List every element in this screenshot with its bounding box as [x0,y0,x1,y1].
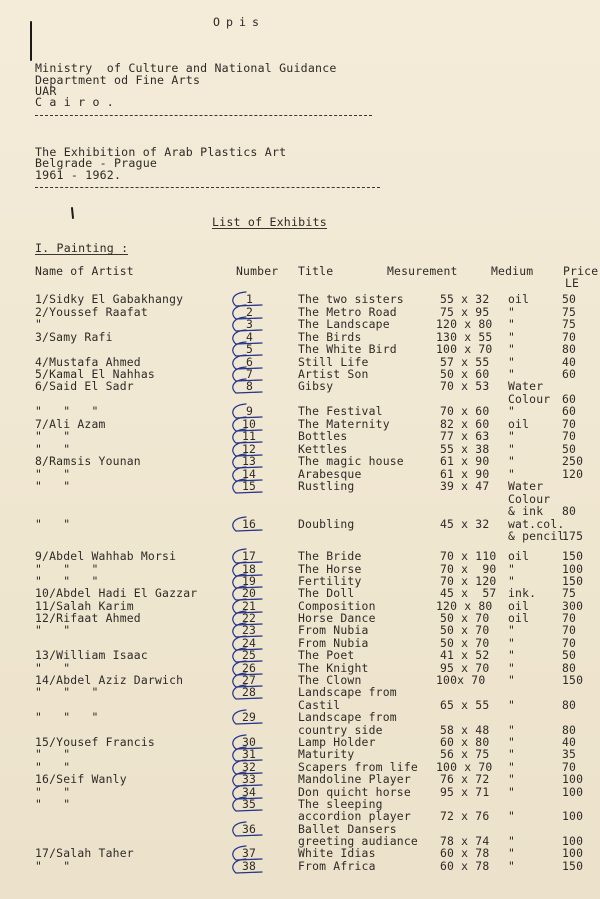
row-medium: oil [508,599,530,613]
row-price: 250 [562,454,584,468]
row-measurement: 100x 70 [436,673,486,687]
row-number: 31 [242,747,257,761]
row-measurement: 100 x 70 [436,760,493,774]
row-title: Artist Son [298,367,369,381]
row-artist: 7/Ali Azam [35,417,106,431]
row-artist: " " [35,859,71,873]
row-title: The Horse [298,562,362,576]
row-artist: 10/Abdel Hadi El Gazzar [35,586,198,600]
row-price: 100 [562,809,584,823]
row-measurement: 50 x 70 [440,623,490,637]
row-measurement: 60 x 78 [440,846,490,860]
row-price: 100 [562,834,584,848]
row-number: 35 [242,797,257,811]
row-price: 40 [562,735,577,749]
row-measurement: 61 x 90 [440,467,490,481]
row-artist: " " [35,661,71,675]
row-title: Castil [298,698,341,712]
row-price: 60 [562,392,577,406]
row-number: 20 [242,586,257,600]
row-number: 37 [242,846,257,860]
row-measurement: 60 x 80 [440,735,490,749]
row-title: The Maternity [298,417,390,431]
row-price: 35 [562,747,577,761]
row-price: 80 [562,504,577,518]
list-title: List of Exhibits [212,215,327,229]
row-title: Landscape from [298,710,397,724]
row-price: 70 [562,417,577,431]
row-number: 18 [242,562,257,576]
row-medium: " [508,623,516,637]
handwritten-check-mark [233,735,262,749]
row-price: 150 [562,859,584,873]
handwritten-check-mark [233,710,262,724]
row-artist: " " " [35,710,99,724]
column-header-price-unit: LE [565,276,580,290]
row-artist: " [35,317,43,331]
row-number: 12 [242,442,257,456]
row-price: 80 [562,723,577,737]
row-artist: " " [35,467,71,481]
column-header-measurement: Mesurement [387,264,458,278]
row-number: 26 [242,661,257,675]
handwritten-check-mark [233,549,262,563]
row-price: 50 [562,292,577,306]
row-medium: & pencil [508,529,565,543]
row-number: 24 [242,636,257,650]
row-medium: " [508,442,516,456]
row-medium: " [508,562,516,576]
row-number: 16 [242,517,257,531]
row-number: 23 [242,623,257,637]
ministry-line: Ministry of Culture and National Guidance [35,61,337,75]
row-title: The Festival [298,404,383,418]
handwritten-check-mark [233,330,262,344]
row-title: Arabesque [298,467,362,481]
row-artist: 14/Abdel Aziz Darwich [35,673,184,687]
handwritten-check-mark [233,822,262,836]
row-title: Lamp Holder [298,735,376,749]
column-header-title: Title [298,264,334,278]
row-title: The two sisters [298,292,404,306]
handwritten-check-mark [233,404,262,418]
row-price: 75 [562,305,577,319]
row-medium: ink. [508,586,537,600]
row-title: country side [298,723,383,737]
row-price: 70 [562,611,577,625]
row-number: 9 [246,404,254,418]
row-measurement: 50 x 70 [440,636,490,650]
row-title: Mandoline Player [298,772,411,786]
row-medium: " [508,355,516,369]
row-medium: " [508,648,516,662]
row-measurement: 39 x 47 [440,479,490,493]
row-artist: " " " [35,404,99,418]
row-price: 70 [562,429,577,443]
row-measurement: 55 x 32 [440,292,490,306]
row-number: 2 [246,305,254,319]
row-number: 8 [246,379,254,393]
row-price: 40 [562,355,577,369]
row-artist: " " [35,760,71,774]
row-measurement: 61 x 90 [440,454,490,468]
row-medium: " [508,747,516,761]
row-number: 7 [246,367,254,381]
row-medium: " [508,859,516,873]
handwritten-check-mark [233,305,262,319]
row-title: From Africa [298,859,376,873]
row-artist: 8/Ramsis Younan [35,454,141,468]
row-measurement: 50 x 60 [440,367,490,381]
handwritten-check-mark [233,785,262,799]
row-medium: " [508,698,516,712]
row-title: The Landscape [298,317,390,331]
row-medium: wat.col. [508,517,565,531]
row-price: 70 [562,760,577,774]
exhibition-years: 1961 - 1962. [35,168,122,182]
row-price: 60 [562,404,577,418]
row-artist: " " [35,479,71,493]
row-number: 14 [242,467,257,481]
row-number: 1 [246,292,254,306]
row-medium: Colour [508,492,551,506]
row-medium: oil [508,549,530,563]
row-price: 80 [562,342,577,356]
row-price: 150 [562,574,584,588]
row-title: The Poet [298,648,355,662]
row-title: Gibsy [298,379,334,393]
row-measurement: 76 x 72 [440,772,490,786]
row-price: 50 [562,442,577,456]
row-medium: " [508,454,516,468]
row-price: 75 [562,317,577,331]
row-measurement: 95 x 70 [440,661,490,675]
row-medium: " [508,467,516,481]
row-title: The Knight [298,661,369,675]
row-title: greeting audiance [298,834,418,848]
row-measurement: 100 x 70 [436,342,493,356]
row-number: 33 [242,772,257,786]
row-measurement: 95 x 71 [440,785,490,799]
row-measurement: 50 x 70 [440,611,490,625]
row-price: 150 [562,549,584,563]
row-title: Still Life [298,355,369,369]
row-medium: oil [508,417,530,431]
row-number: 15 [242,479,257,493]
section-heading: I. Painting : [35,241,129,255]
row-measurement: 120 x 80 [436,317,493,331]
row-measurement: 58 x 48 [440,723,490,737]
row-artist: 4/Mustafa Ahmed [35,355,141,369]
row-measurement: 70 x 90 [440,562,497,576]
row-price: 70 [562,330,577,344]
row-price: 75 [562,586,577,600]
department-line: Department od Fine Arts [35,73,201,87]
row-number: 6 [246,355,254,369]
row-number: 21 [242,599,257,613]
row-title: The White Bird [298,342,397,356]
handwritten-check-mark [233,562,262,576]
row-number: 11 [242,429,257,443]
row-price: 70 [562,623,577,637]
row-artist: 3/Samy Rafi [35,330,113,344]
row-medium: " [508,723,516,737]
row-measurement: 70 x 120 [440,574,497,588]
row-artist: 15/Yousef Francis [35,735,155,749]
country-line: UAR [35,84,57,98]
row-number: 10 [242,417,257,431]
row-measurement: 41 x 52 [440,648,490,662]
row-title: The sleeping [298,797,383,811]
row-artist: 17/Salah Taher [35,846,134,860]
row-price: 300 [562,599,584,613]
row-price: 120 [562,467,584,481]
row-number: 22 [242,611,257,625]
row-artist: 5/Kamal El Nahhas [35,367,155,381]
row-title: accordion player [298,809,411,823]
row-measurement: 70 x 110 [440,549,497,563]
exhibition-title: The Exhibition of Arab Plastics Art [35,145,287,159]
row-title: Doubling [298,517,355,531]
row-measurement: 65 x 55 [440,698,490,712]
row-title: The Clown [298,673,362,687]
row-title: Bottles [298,429,348,443]
row-medium: " [508,772,516,786]
row-price: 50 [562,648,577,662]
row-number: 28 [242,685,257,699]
column-header-number: Number [236,264,279,278]
handwritten-check-mark [233,292,262,306]
row-medium: " [508,785,516,799]
handwritten-check-mark [233,355,262,369]
row-measurement: 78 x 74 [440,834,490,848]
row-artist: " " " [35,574,99,588]
row-medium: Colour [508,392,551,406]
row-artist: " " [35,797,71,811]
row-medium: " [508,809,516,823]
row-measurement: 57 x 55 [440,355,490,369]
row-title: Ballet Dansers [298,822,397,836]
row-medium: oil [508,611,530,625]
row-number: 17 [242,549,257,563]
row-title: Kettles [298,442,348,456]
row-medium: " [508,574,516,588]
city-line: C a i r o . [35,95,114,109]
heading: Opis [213,15,265,29]
row-artist: " " [35,517,71,531]
row-artist: 6/Said El Sadr [35,379,134,393]
row-title: From Nubia [298,636,369,650]
handwritten-check-mark [233,442,262,456]
row-artist: 11/Salah Karim [35,599,134,613]
row-title: Horse Dance [298,611,376,625]
column-header-artist: Name of Artist [35,264,134,278]
row-medium: & ink [508,504,544,518]
row-medium: " [508,404,516,418]
row-price: 100 [562,846,584,860]
row-artist: 13/William Isaac [35,648,148,662]
row-medium: oil [508,292,530,306]
exhibition-cities: Belgrade - Prague [35,156,158,170]
row-title: Scapers from life [298,760,418,774]
row-medium: " [508,317,516,331]
row-number: 5 [246,342,254,356]
row-artist: 9/Abdel Wahhab Morsi [35,549,177,563]
row-number: 36 [242,822,257,836]
row-medium: " [508,367,516,381]
row-measurement: 60 x 78 [440,859,490,873]
row-measurement: 70 x 53 [440,379,490,393]
handwritten-check-mark [233,636,262,650]
row-artist: 1/Sidky El Gabakhangy [35,292,184,306]
row-measurement: 82 x 60 [440,417,490,431]
handwritten-check-mark [233,846,262,860]
row-measurement: 77 x 63 [440,429,490,443]
row-measurement: 56 x 75 [440,747,490,761]
row-medium: " [508,834,516,848]
row-medium: " [508,429,516,443]
row-title: The Birds [298,330,362,344]
column-header-price: Price [563,264,599,278]
row-price: 80 [562,698,577,712]
handwritten-check-mark [233,599,262,613]
row-title: Maturity [298,747,355,761]
row-price: 150 [562,673,584,687]
row-title: From Nubia [298,623,369,637]
row-title: The Doll [298,586,355,600]
row-medium: " [508,330,516,344]
row-number: 19 [242,574,257,588]
row-measurement: 55 x 38 [440,442,490,456]
row-medium: " [508,342,516,356]
row-measurement: 70 x 60 [440,404,490,418]
row-medium: " [508,673,516,687]
row-measurement: 45 x 32 [440,517,490,531]
row-artist: " " " [35,685,99,699]
handwritten-check-mark [233,859,262,873]
row-price: 100 [562,772,584,786]
row-medium: " [508,846,516,860]
row-price: 60 [562,367,577,381]
row-measurement: 45 x 57 [440,586,497,600]
column-header-medium: Medium [491,264,534,278]
row-title: The Bride [298,549,362,563]
row-title: The magic house [298,454,404,468]
row-medium: " [508,735,516,749]
row-title: Landscape from [298,685,397,699]
row-price: 175 [562,529,584,543]
row-number: 25 [242,648,257,662]
handwritten-check-mark [233,760,262,774]
row-number: 30 [242,735,257,749]
row-price: 70 [562,636,577,650]
row-title: Don quicht horse [298,785,411,799]
row-measurement: 130 x 55 [436,330,493,344]
row-medium: Water [508,379,544,393]
row-medium: " [508,305,516,319]
row-price: 100 [562,785,584,799]
row-artist: 2/Youssef Raafat [35,305,148,319]
handwritten-check-mark [233,517,262,531]
row-number: 13 [242,454,257,468]
handwritten-check-mark [233,417,262,431]
row-measurement: 75 x 95 [440,305,490,319]
row-artist: " " [35,747,71,761]
handwritten-check-mark [233,661,262,675]
row-medium: Water [508,479,544,493]
row-price: 100 [562,562,584,576]
row-artist: " " " [35,562,99,576]
row-title: The Metro Road [298,305,397,319]
row-title: White Idias [298,846,376,860]
row-number: 34 [242,785,257,799]
row-price: 80 [562,661,577,675]
row-title: Composition [298,599,376,613]
row-artist: " " [35,429,71,443]
row-artist: " " [35,623,71,637]
row-number: 32 [242,760,257,774]
row-title: Fertility [298,574,362,588]
row-number: 4 [246,330,254,344]
row-artist: " " [35,442,71,456]
row-number: 27 [242,673,257,687]
row-number: 38 [242,859,257,873]
row-measurement: 120 x 80 [436,599,493,613]
row-number: 29 [242,710,257,724]
row-artist: " " [35,785,71,799]
row-medium: " [508,636,516,650]
row-title: Rustling [298,479,355,493]
row-artist: 16/Seif Wanly [35,772,127,786]
row-medium: " [508,760,516,774]
row-artist: 12/Rifaat Ahmed [35,611,141,625]
row-measurement: 72 x 76 [440,809,490,823]
row-number: 3 [246,317,254,331]
row-medium: " [508,661,516,675]
handwritten-check-mark [233,467,262,481]
